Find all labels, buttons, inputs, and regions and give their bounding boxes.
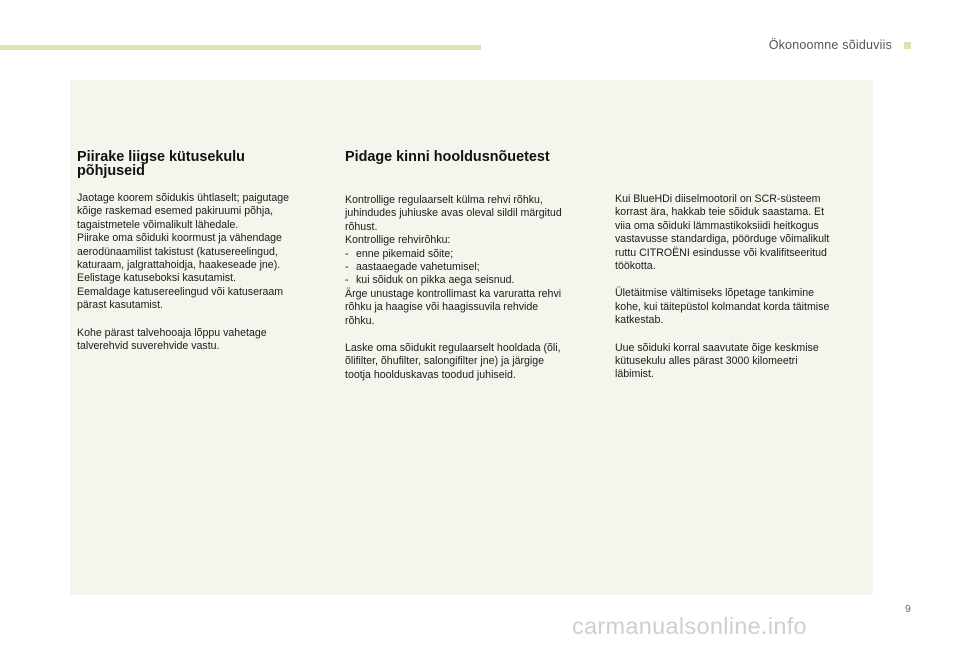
column-maintenance xyxy=(345,150,601,382)
paragraph-scr-system: Kui BlueHDi diiselmootoril on SCR-süsteem korrast ära, hakkab teie sõiduk saastama. Et viia oma sõiduki lämmastikoksiidi heitkogus vastavusse standardiga, pöörduge võimalikult ruttu CITROËNI esindusse või kvalifitseeritud töökotta. xyxy=(615,193,830,273)
paragraph-spare-tyre: Ärge unustage kontrollimast ka varuratta rehvi rõhku ja haagise või haagissuvila rehvide rõhku. xyxy=(345,287,562,327)
paragraph-winter-tyres: Kohe pärast talvehooaja lõppu vahetage talverehvid suverehvide vastu. xyxy=(77,326,267,353)
heading-fuel-consumption: Piirake liigse kütusekulu põhjuseid xyxy=(77,149,245,179)
paragraph-servicing: Laske oma sõidukit regulaarselt hooldada (õli, õlifilter, õhufilter, salongifilter jne) ja järgige tootja hoolduskavas toodud juhiseid. xyxy=(345,342,561,381)
paragraph-load: Jaotage koorem sõidukis ühtlaselt; paigutage kõige raskemad esemed pakiruumi põhja, tagaistmetele võimalikult lähedale. Piirake oma sõiduki koormust ja vähendage aerodünaamilist takistust (katusereelingud, katuraam, jalgrattahoidja, haakeseade jne). Eelistage katuseboksi kasutamist. Eemaldage katusereelingud või katuseraam pärast kasutamist. xyxy=(77,192,290,312)
header-accent-bar xyxy=(0,45,481,50)
paragraph-tyre-pressure: Kontrollige regulaarselt külma rehvi rõhku, juhindudes juhiuske avas oleval sildil märgitud rõhust. Kontrollige rehvirõhku: xyxy=(345,194,562,247)
heading-maintenance: Pidage kinni hooldusnõuetest xyxy=(345,149,550,165)
list-item: - enne pikemaid sõite; xyxy=(345,247,454,260)
paragraph-new-vehicle: Uue sõiduki korral saavutate õige keskmise kütusekulu alles pärast 3000 kilomeetri läbimist. xyxy=(615,341,819,381)
tyre-check-list xyxy=(345,248,601,288)
column-fuel-consumption xyxy=(77,150,333,353)
column-scr-fuel xyxy=(615,193,871,382)
list-item: - aastaaegade vahetumisel; xyxy=(345,261,480,274)
paragraph-overfill: Ületäitmise vältimiseks lõpetage tankimine kohe, kui täitepüstol kolmandat korda täitmise katkestab. xyxy=(615,287,830,327)
page-number: 9 xyxy=(905,603,911,615)
watermark: carmanualsonline.info xyxy=(572,613,807,639)
section-marker xyxy=(904,42,911,49)
list-item: - kui sõiduk on pikka aega seisnud. xyxy=(345,274,515,287)
section-title: Ökonoomne sõiduviis xyxy=(768,38,892,52)
